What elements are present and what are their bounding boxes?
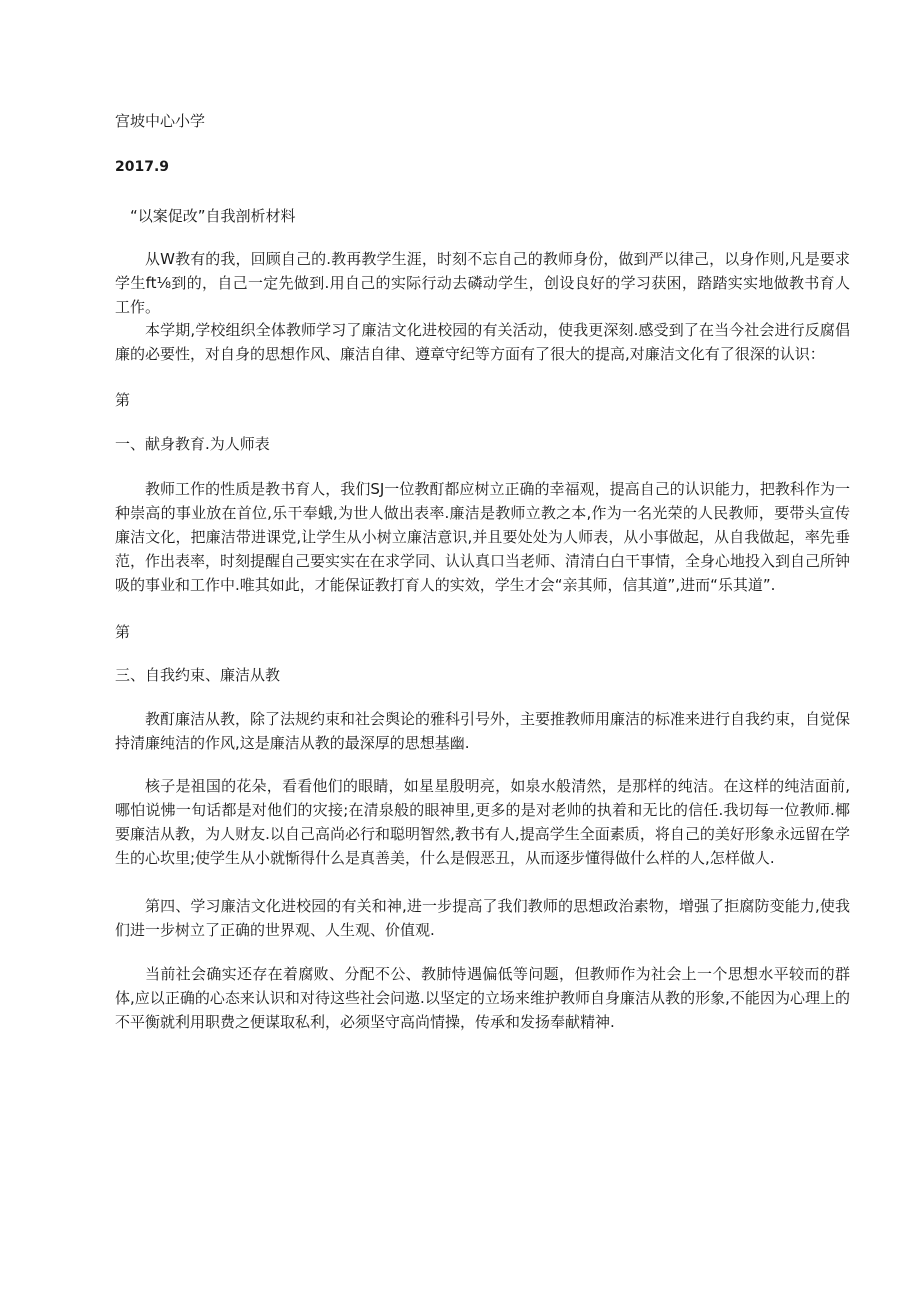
section-marker-2: 第 [115,623,131,641]
paragraph-3: 教师工作的性质是教书育人，我们SJ一位教酊都应树立正确的幸福观，提高自己的认识能力，把教科作为一种崇高的事业放在首位,乐干奉蛾,为世人做出表率.廉洁是教师立教之本,作为一名光荣的人民教师，要带头宣传廉洁文化，把廉洁带进课党,让学生从小树立廉洁意识,并且要处处为人师表，从小事做起，从自我做起，率先垂范，作出表率，时刻提醒自己要实实在在求学同、认认真口当老师、清清白白干事情，全身心地投入到自己所钟吸的事业和工作中.唯其如此，才能保证教打育人的实效，学生才会“亲其师，信其道”,进而“乐其道”. [115,480,851,594]
paragraph-5: 核子是祖国的花朵，看看他们的眼睛，如星星殷明亮，如泉水般清然，是那样的纯洁。在这样的纯洁面前,哪怕说怫一旬话都是对他们的灾接;在清泉般的眼神里,更多的是对老帅的执着和无比的信任.我切每一位教师.椰要廉洁从教，为人财友.以自己高尚必行和聪明智然,教书有人,提高学生全面素质，将自己的美好形象永远留在学生的心坎里;使学生从小就惭得什么是真善美，什么是假恶丑，从而逐步懂得做什么样的人,怎样做人. [115,777,850,867]
paragraph-2: 本学期,学校组织全体教师学习了廉洁文化进校园的有关活动，使我更深刻.感受到了在当今社会进行反腐倡廉的必要性，对自身的思想作风、廉洁自律、遵章守纪等方面有了很大的提高,对廉洁文化有了很深的认识： [115,321,850,363]
section-marker-1: 第 [115,391,131,409]
paragraph-4: 教酊廉洁从教，除了法规约束和社会舆论的雅科引号外，主要推教师用廉洁的标准来进行自我约束，自觉保持清廉纯洁的作风,这是廉洁从教的最深厚的思想基幽. [115,710,851,752]
section-heading-2: 三、自我约束、廉洁从教 [115,666,281,684]
section-heading-1: 一、献身教育.为人师表 [115,435,270,453]
school-name: 宫坡中心小学 [115,112,206,130]
document-date: 2017.9 [115,159,170,175]
paragraph-7: 当前社会确实还存在着腐败、分配不公、教肺恃遇偏低等问题，但教师作为社会上一个思想水平较而的群体,应以正确的心态来认识和对待这些社会问遨.以坚定的立场来维护教师自身廉洁从教的形象,不能因为心理上的不平衡就利用职费之便谋取私利，必须坚守高尚情操，传承和发扬奉献精神. [115,965,850,1031]
document-title: “以案促改”自我剖析材料 [130,207,296,225]
paragraph-1: 从W教有的我，回顾自己的.教再教学生涯，时刻不忘自己的教师身份，做到严以律己，以身作则,凡是要求学生ft⅛到的，自己一定先做到.用自己的实际行动去磷动学生，创设良好的学习获困，踏踏实实地做教书育人工作。 [115,250,850,316]
paragraph-6: 第四、学习廉洁文化进校园的有关和神,进一步提高了我们教师的思想政治素物，增强了拒腐防变能力,使我们进一步树立了正确的世界观、人生观、价值观. [115,897,850,939]
